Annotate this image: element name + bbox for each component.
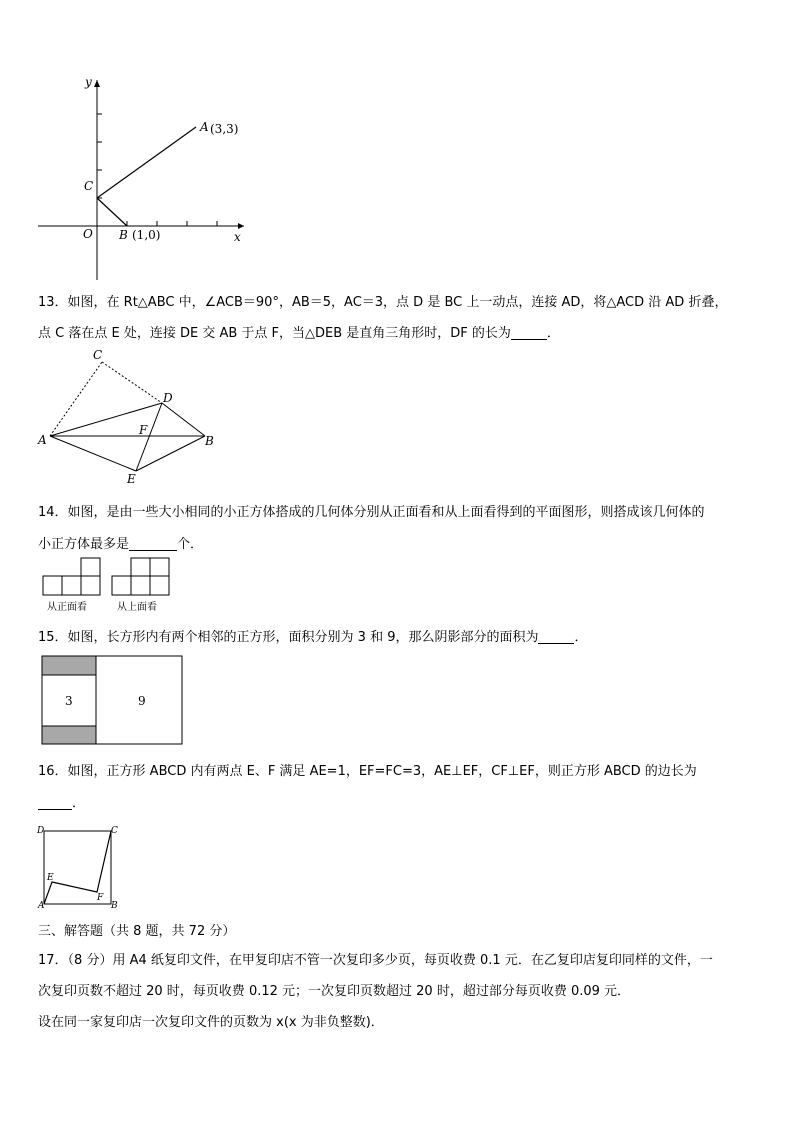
shaded-region-top	[42, 656, 96, 675]
label-origin: O	[83, 227, 93, 241]
segment-de	[136, 403, 162, 471]
label-b: B	[205, 434, 214, 448]
label-point-b-coord: (1,0)	[132, 228, 161, 242]
q16-line2-end: ．	[72, 796, 86, 811]
q14-answer-blank	[129, 536, 177, 551]
label-y-axis: y	[85, 75, 92, 89]
segment-ac-dashed	[50, 362, 102, 436]
shaded-region-bottom	[42, 726, 96, 744]
label-f: F	[97, 893, 104, 903]
label-point-c: C	[84, 179, 94, 193]
q13-figure	[35, 345, 220, 485]
q14-front-view	[42, 557, 104, 599]
q14-line1: 14．如图，是由一些大小相同的小正方体搭成的几何体分别从正面看和从上面看得到的平面图形，则搭成该几何体的	[38, 505, 705, 520]
q16-figure	[35, 822, 123, 910]
label-c: C	[111, 826, 118, 836]
label-b: B	[111, 901, 118, 910]
q17-line2: 次复印页数不超过 20 时，每页收费 0.12 元；一次复印页数超过 20 时，超过部分每页收费 0.09 元．	[38, 984, 631, 999]
q15-figure	[41, 655, 185, 747]
label-point-a-coord: (3,3)	[210, 122, 239, 136]
q17-line1: 17．（8 分）用 A4 纸复印文件，在甲复印店不管一次复印多少页，每页收费 0.1 元．在乙复印店复印同样的文件，一	[38, 953, 713, 968]
q15-text: 15．如图，长方形内有两个相邻的正方形，面积分别为 3 和 9，那么阴影部分的面积为	[38, 630, 539, 645]
q13-line2-end: ．	[546, 326, 560, 341]
label-e: E	[127, 472, 136, 485]
q16-line2	[38, 792, 85, 811]
q15-text-end: ．	[574, 630, 588, 645]
q14-front-caption: 从正面看	[47, 602, 87, 613]
q14-line2-text: 小正方体最多是	[38, 537, 130, 552]
q14-top-view	[111, 557, 173, 599]
segment-ae	[50, 436, 136, 471]
section3-heading: 三、解答题（共 8 题，共 72 分）	[38, 924, 236, 939]
q14-top-caption: 从上面看	[117, 602, 157, 613]
segment-db	[162, 403, 205, 436]
label-f: F	[139, 423, 148, 437]
label-point-a: A	[200, 120, 209, 134]
label-a: A	[38, 433, 47, 447]
q13-line2-text: 点 C 落在点 E 处，连接 DE 交 AB 于点 F，当△DEB 是直角三角形时，DF 的长为	[38, 326, 511, 341]
label-point-b: B	[119, 228, 128, 242]
q15-line	[38, 626, 588, 645]
label-x-axis: x	[234, 230, 241, 244]
segment-cd-dashed	[102, 362, 162, 403]
q14-line2-end: 个．	[177, 537, 204, 552]
q15-answer-blank	[538, 629, 574, 644]
coordinate-figure	[30, 72, 260, 287]
q14-line2	[38, 533, 203, 552]
square-large-label: 9	[138, 694, 146, 708]
label-a: A	[38, 901, 45, 910]
q16-answer-blank	[38, 795, 72, 810]
label-d: D	[37, 826, 45, 836]
q17-line3: 设在同一家复印店一次复印文件的页数为 x(x 为非负整数)．	[38, 1015, 384, 1030]
segment-eb	[136, 436, 205, 471]
label-c: C	[93, 348, 103, 362]
square-small-label: 3	[65, 694, 73, 708]
label-d: D	[163, 391, 173, 405]
q13-line1: 13．如图，在 Rt△ABC 中，∠ACB＝90°，AB＝5，AC＝3，点 D 是 BC 上一动点，连接 AD，将△ACD 沿 AD 折叠，	[38, 295, 728, 310]
q16-line1: 16．如图，正方形 ABCD 内有两点 E、F 满足 AE=1，EF=FC=3，AE⊥EF，CF⊥EF，则正方形 ABCD 的边长为	[38, 764, 697, 779]
label-e: E	[47, 873, 54, 883]
q13-answer-blank	[511, 325, 547, 340]
q13-line2	[38, 322, 560, 341]
